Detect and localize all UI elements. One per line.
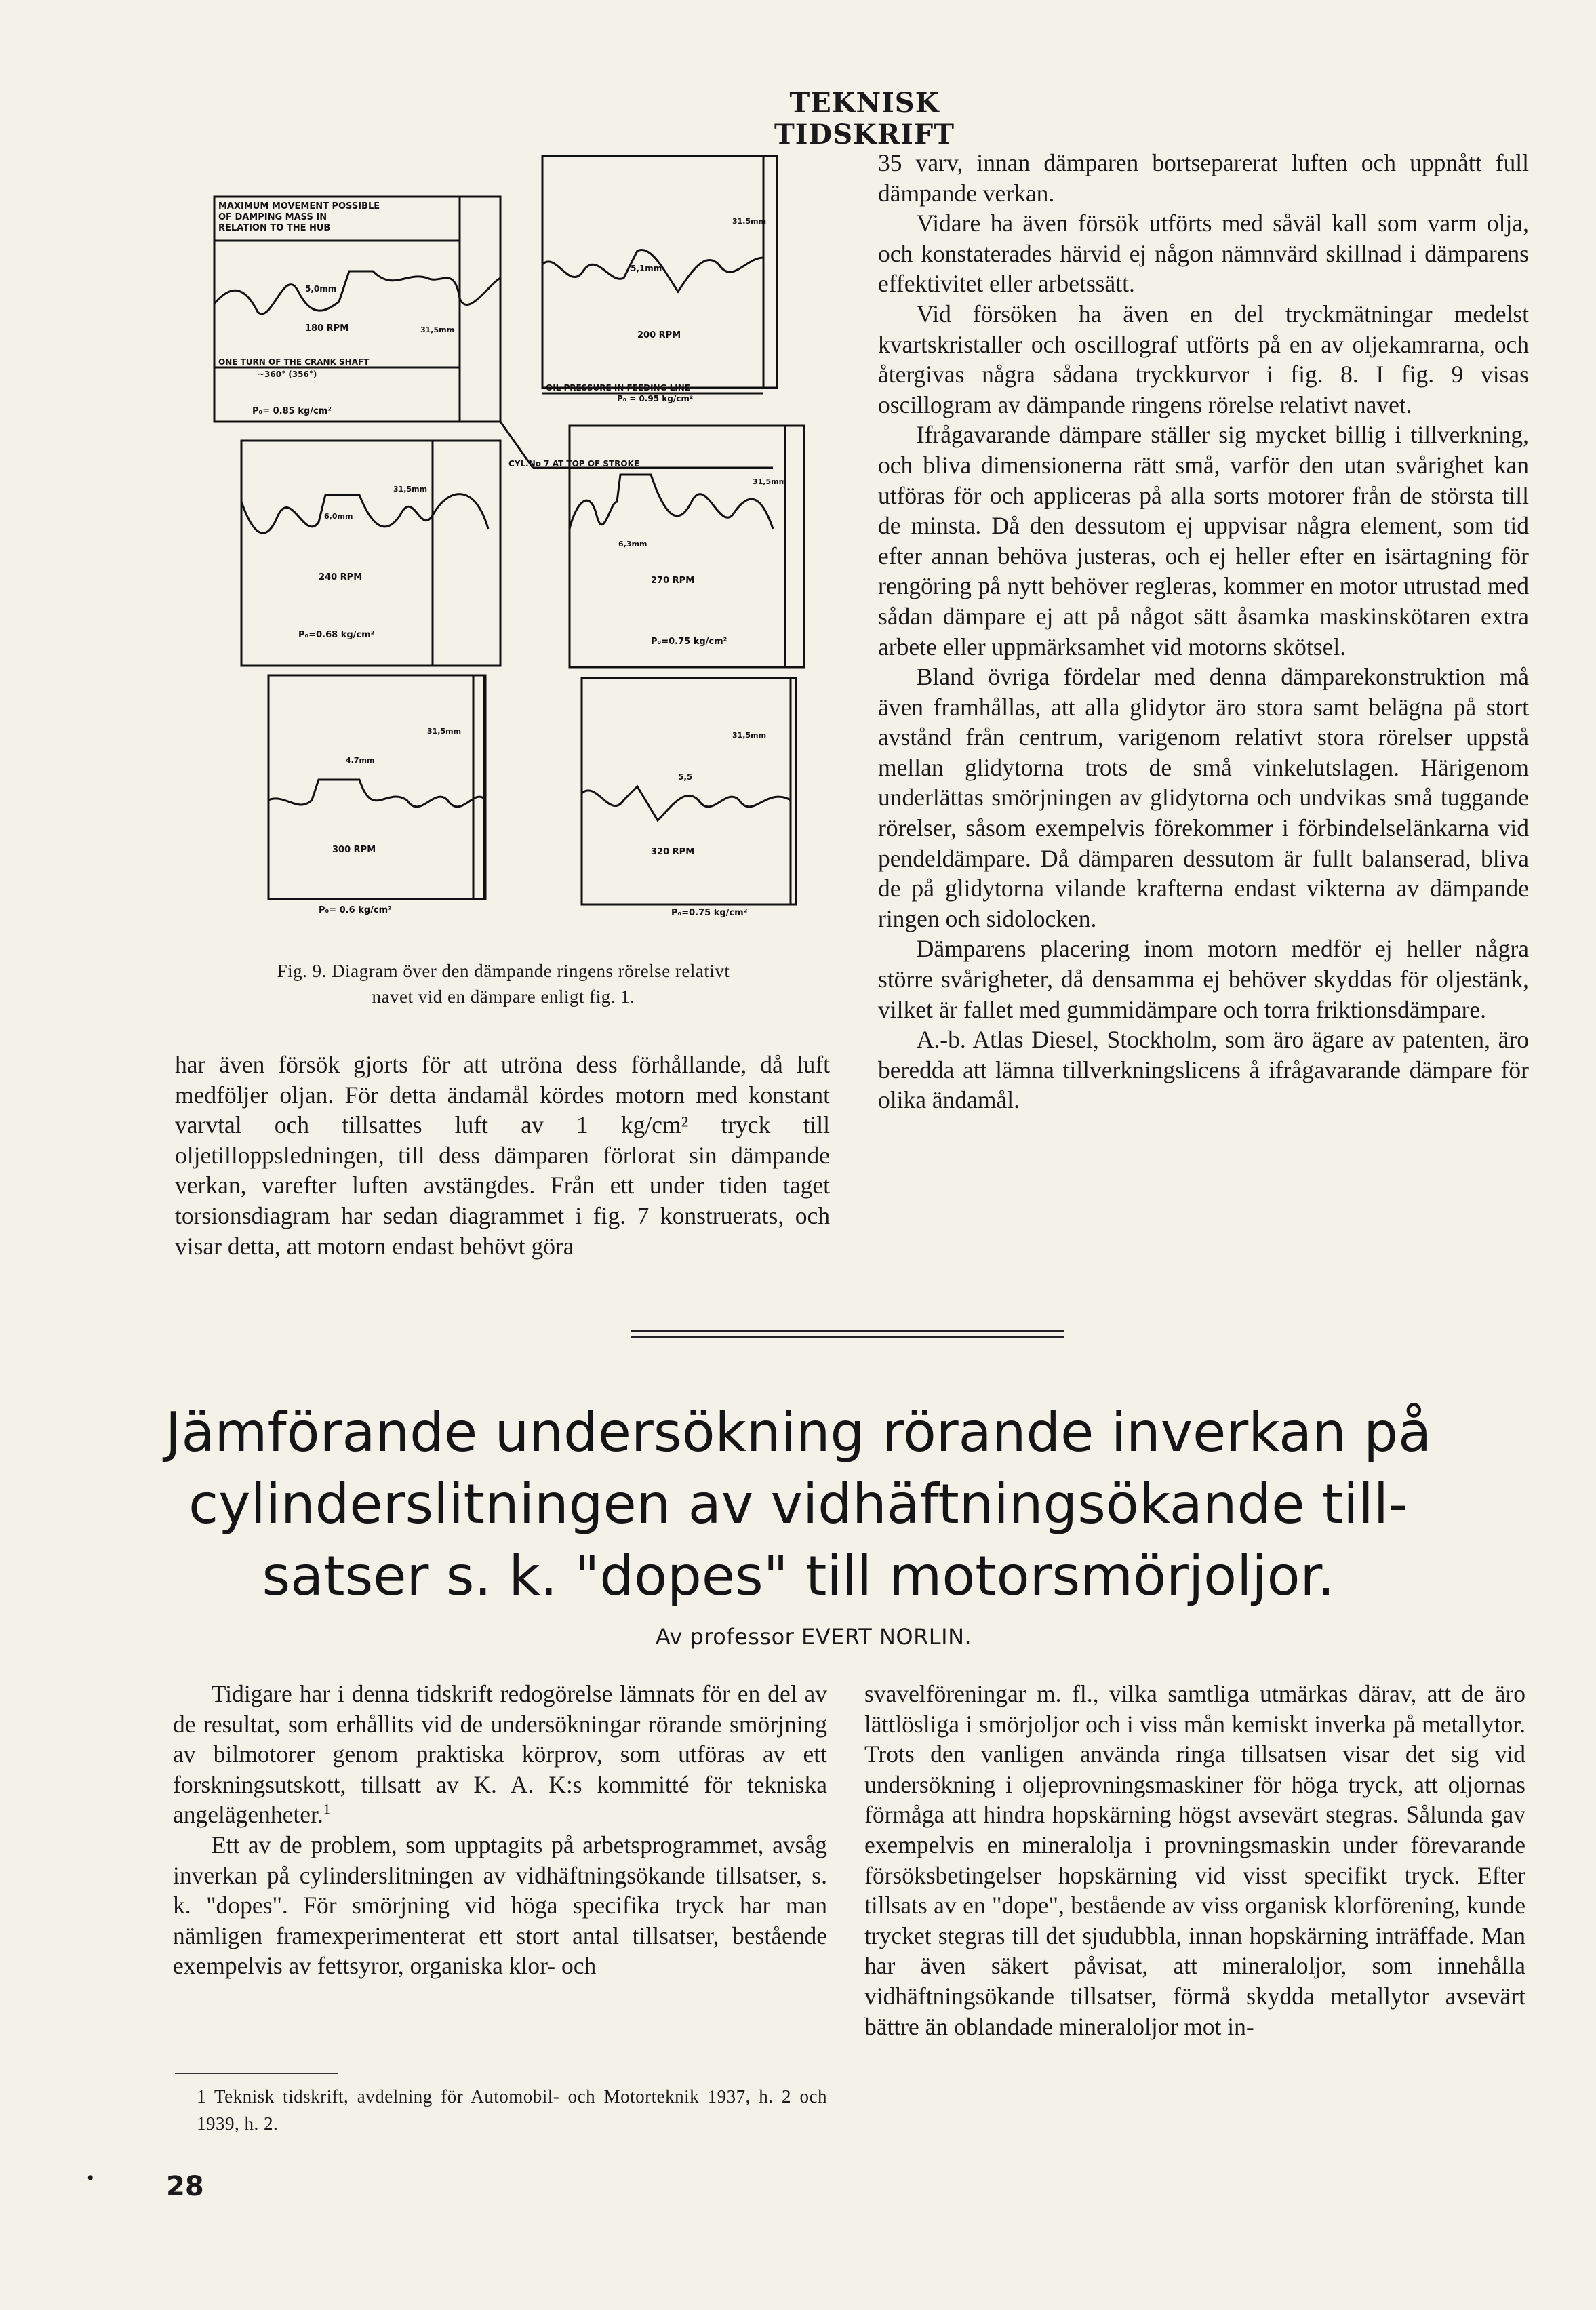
panel-amp-300: 4.7mm xyxy=(346,756,375,765)
panel-p-240: P₀=0.68 kg/cm² xyxy=(298,630,375,640)
curve-180 xyxy=(214,271,500,314)
panel-rpm-270: 270 RPM xyxy=(651,576,695,586)
panel-p-320: P₀=0.75 kg/cm² xyxy=(671,908,748,918)
figure-caption: Fig. 9. Diagram över den dämpande ringens rörelse relativt navet vid en dämpare enligt fig. 1. xyxy=(277,961,730,1007)
prev-article-right-column xyxy=(878,148,1529,1115)
panel-p-200: P₀ = 0.95 kg/cm² xyxy=(617,394,694,403)
panel-range-300: 31,5mm xyxy=(427,727,462,736)
panel-rpm-200: 200 RPM xyxy=(637,330,681,340)
margin-mark: • xyxy=(87,2167,94,2189)
journal-header: TEKNISK TIDSKRIFT xyxy=(774,87,955,151)
paragraph: Ett av de problem, som upptagits på arbetsprogrammet, avsåg inverkan på cylinderslitningen av vidhäftningsökande tillsatser, s. k. "dopes". För smörjning vid höga specifika tryck har man nämligen framexperimenterat ett stort antal tillsatser, bestående exempelvis av fettsyror, organiska klor- och xyxy=(173,1831,827,1980)
panel-range-200: 31.5mm xyxy=(732,217,767,226)
prev-article-left-column xyxy=(175,1050,830,1261)
oscillogram-figure xyxy=(203,149,814,942)
article-right-column xyxy=(864,1679,1525,2042)
panel-frame-320 xyxy=(582,678,796,904)
section-divider xyxy=(631,1330,1064,1332)
panel-range-320: 31,5mm xyxy=(732,731,767,740)
max-movement-label: MAXIMUM MOVEMENT POSSIBLE xyxy=(218,201,380,212)
panel-p-270: P₀=0.75 kg/cm² xyxy=(651,637,727,647)
panel-rpm-300: 300 RPM xyxy=(332,845,376,855)
cyl-no-label: CYL.No 7 AT TOP OF STROKE xyxy=(508,459,640,469)
article-title: Jämförande undersökning rörande inverkan på cylinderslitningen av vidhäftningsökande till- satser s. k. "dopes" till motorsmörjoljor. xyxy=(165,1401,1432,1608)
panel-amp-240: 6,0mm xyxy=(324,512,353,521)
curve-240 xyxy=(241,494,488,534)
paragraph: A.-b. Atlas Diesel, Stockholm, som äro ägare av patenten, äro beredda att lämna tillverkningslicens å ifrågavarande dämpare för olika ändamål. xyxy=(878,1026,1529,1114)
svg-text:RELATION TO THE HUB: RELATION TO THE HUB xyxy=(218,223,331,233)
panel-rpm-180: 180 RPM xyxy=(305,323,349,334)
svg-text:~360° (356°): ~360° (356°) xyxy=(258,370,317,379)
panel-range-270: 31,5mm xyxy=(753,477,787,486)
footnote-divider xyxy=(175,2073,338,2074)
panel-amp-270: 6,3mm xyxy=(618,540,647,549)
section-divider xyxy=(631,1336,1064,1338)
curve-270 xyxy=(570,475,773,529)
paragraph: Vidare ha även försök utförts med såväl kall som varm olja, och konstaterades härvid ej någon nämnvärd skillnad i dämparens effektivitet eller arbetssätt. xyxy=(878,210,1529,298)
page-number: 28 xyxy=(166,2171,204,2202)
paragraph: 35 varv, innan dämparen bortseparerat luften och uppnått full dämpande verkan. xyxy=(878,149,1529,207)
panel-rpm-240: 240 RPM xyxy=(319,572,363,582)
paragraph: svavelföreningar m. fl., vilka samtliga utmärkas därav, att de äro lättlösliga i smörjoljor och i viss mån kemiskt inverka på metallytor. Trots den vanligen använda ringa tillsatsen visar det sig vid undersökning i oljeprovningsmaskiner för höga tryck, att oljornas förmåga att hindra hopskärning högst avsevärt stegras. Sålunda gav exempelvis en mineralolja i provningsmaskin under förevarande försöksbetingelser hopskärning vid visst specifikt tryck. Efter tillsats av en "dope", bestående av viss organisk klorförening, kunde trycket stegras till det sjudubbla, innan hopskärning inträffade. Man har även säkert påvisat, att mineraloljor, som innehålla vidhäftningsökande tillsatser, förmå skydda metallytor avsevärt bättre än oblandade mineraloljor mot in- xyxy=(864,1680,1525,2040)
panel-range-180: 31,5mm xyxy=(420,325,455,334)
paragraph: har även försök gjorts för att utröna dess förhållande, då luft medföljer oljan. För detta ändamål kördes motorn med konstant varvtal och tillsattes luft av 1 kg/cm² tryck till oljetilloppsledningen, till dess dämparen förlorat sin dämpande verkan, varefter luften avstängdes. Från ett under tiden taget torsionsdiagram har sedan diagrammet i fig. 7 konstruerats, och visar detta, att motorn endast behövt göra xyxy=(175,1051,830,1260)
oil-pressure-label: OIL PRESSURE IN FEEDING LINE xyxy=(546,383,690,393)
footnote-ref: 1 xyxy=(323,1801,331,1818)
paragraph: Vid försöken ha även en del tryckmätningar medelst kvartskristaller och oscillograf utförts på en av oljekamrarna, och återgivas några sådana tryckkurvor i fig. 8. I fig. 9 visas oscillogram av dämpande ringens rörelse relativt navet. xyxy=(878,300,1529,418)
curve-320 xyxy=(582,786,791,820)
panel-amp-180: 5,0mm xyxy=(305,284,337,294)
one-turn-label: ONE TURN OF THE CRANK SHAFT xyxy=(218,357,370,367)
article-left-column xyxy=(173,1679,827,1981)
panel-amp-200: 5,1mm xyxy=(631,264,662,273)
panel-p-180: P₀= 0.85 kg/cm² xyxy=(252,406,332,416)
panel-frame-300 xyxy=(268,675,485,899)
paragraph: Dämparens placering inom motorn medför ej heller några större svårigheter, då densamma ej behöver skyddas för oljestänk, vilket är fallet med gummidämpare och torra friktionsdämpare. xyxy=(878,935,1529,1023)
panel-rpm-320: 320 RPM xyxy=(651,847,695,857)
footnote: 1 Teknisk tidskrift, avdelning för Automobil- och Motorteknik 1937, h. 2 och 1939, h. 2. xyxy=(197,2086,827,2134)
paragraph: Bland övriga fördelar med denna dämparekonstruktion må även framhållas, att alla glidytor äro stora samt belägna på stort avstånd från centrum, varigenom relativt stora rörelser uppstå mellan glidytorna trots de små vinkelutslagen. Härigenom underlättas smörjningen av glidytorna och undvikas små tuggande rörelser, såsom exempelvis förekommer i förbindelselänkarna vid pendeldämpare. Då dämparen dessutom är fullt balanserad, bliva de på glidytorna vilande krafterna endast vikterna av dämpande ringen och sidolocken. xyxy=(878,663,1529,932)
curve-300 xyxy=(268,780,485,807)
paragraph: Tidigare har i denna tidskrift redogörelse lämnats för en del av de resultat, som erhållits vid de undersökningar rörande smörjning av bilmotorer genom praktiska körprov, som utföras av ett forskningsutskott, tillsatt av K. A. K:s kommitté för tekniska angelägenheter.$^1$ xyxy=(173,1680,827,1829)
article-byline: Av professor EVERT NORLIN. xyxy=(655,1624,972,1650)
panel-amp-320: 5,5 xyxy=(678,772,693,782)
svg-text:OF DAMPING MASS IN: OF DAMPING MASS IN xyxy=(218,212,327,222)
panel-range-240: 31,5mm xyxy=(393,485,428,494)
panel-p-300: P₀= 0.6 kg/cm² xyxy=(319,905,392,915)
paragraph: Ifrågavarande dämpare ställer sig mycket billig i tillverkning, och bliva dimensionerna rätt små, varför den utan svårighet kan utföras för och appliceras på alla sorts motorer från de största till de minsta. Då den dessutom ej uppvisar några element, som tid efter annan behöva justeras, och ej heller efter en isärtagning för rengöring på nytt behöver regleras, kommer en motor utrustad med sådan dämpare ej att på något sätt åsamka maskinskötaren extra arbete eller uppmärksamhet vid motorns skötsel. xyxy=(878,421,1529,660)
